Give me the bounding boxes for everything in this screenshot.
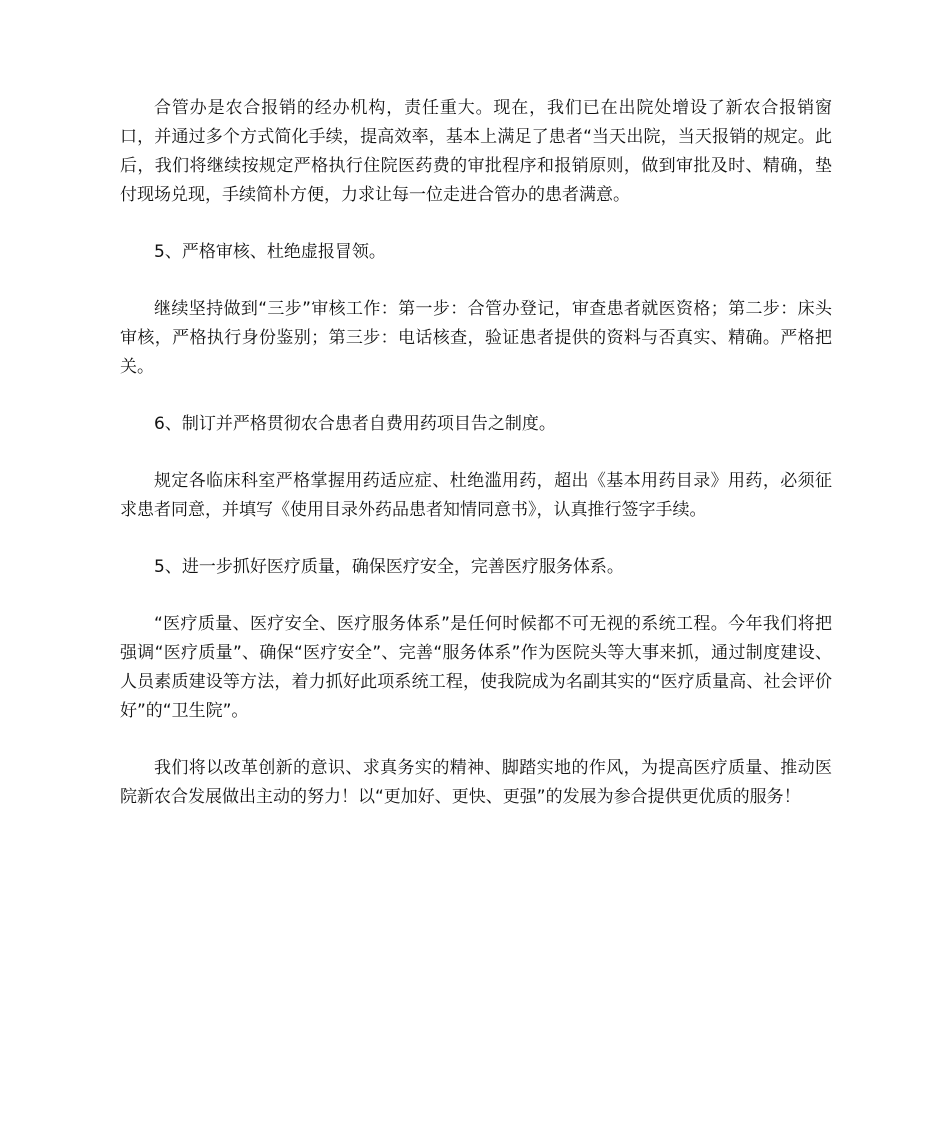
document-page	[120, 94, 832, 840]
body-paragraph: 合管办是农合报销的经办机构，责任重大。现在，我们已在出院处增设了新农合报销窗口，并通过多个方式简化手续，提高效率，基本上满足了患者“当天出院，当天报销的规定。此后，我们将继续按规定严格执行住院医药费的审批程序和报销原则，做到审批及时、精确，垫付现场兑现，手续简朴方便，力求让每一位走进合管办的患者满意。	[120, 98, 832, 205]
section-heading: 6、制订并严格贯彻农合患者自费用药项目告之制度。	[154, 414, 556, 434]
body-paragraph: 继续坚持做到“三步”审核工作：第一步：合管办登记，审查患者就医资格；第二步：床头审核，严格执行身份鉴别；第三步：电话核查，验证患者提供的资料与否真实、精确。严格把关。	[120, 299, 832, 377]
section-heading: 5、严格审核、杜绝虚报冒领。	[154, 242, 386, 262]
body-paragraph: 规定各临床科室严格掌握用药适应症、杜绝滥用药，超出《基本用药目录》用药，必须征求患者同意，并填写《使用目录外药品患者知情同意书》，认真推行签字手续。	[120, 471, 832, 520]
body-paragraph: “医疗质量、医疗安全、医疗服务体系”是任何时候都不可无视的系统工程。今年我们将把强调“医疗质量”、确保“医疗安全”、完善“服务体系”作为医院头等大事来抓，通过制度建设、人员素质建设等方法，着力抓好此项系统工程，使我院成为名副其实的“医疗质量高、社会评价好”的“卫生院”。	[120, 614, 832, 721]
section-heading: 5、进一步抓好医疗质量，确保医疗安全，完善医疗服务体系。	[154, 557, 624, 577]
closing-paragraph: 我们将以改革创新的意识、求真务实的精神、脚踏实地的作风，为提高医疗质量、推动医院新农合发展做出主动的努力！以“更加好、更快、更强”的发展为参合提供更优质的服务！	[120, 758, 832, 807]
